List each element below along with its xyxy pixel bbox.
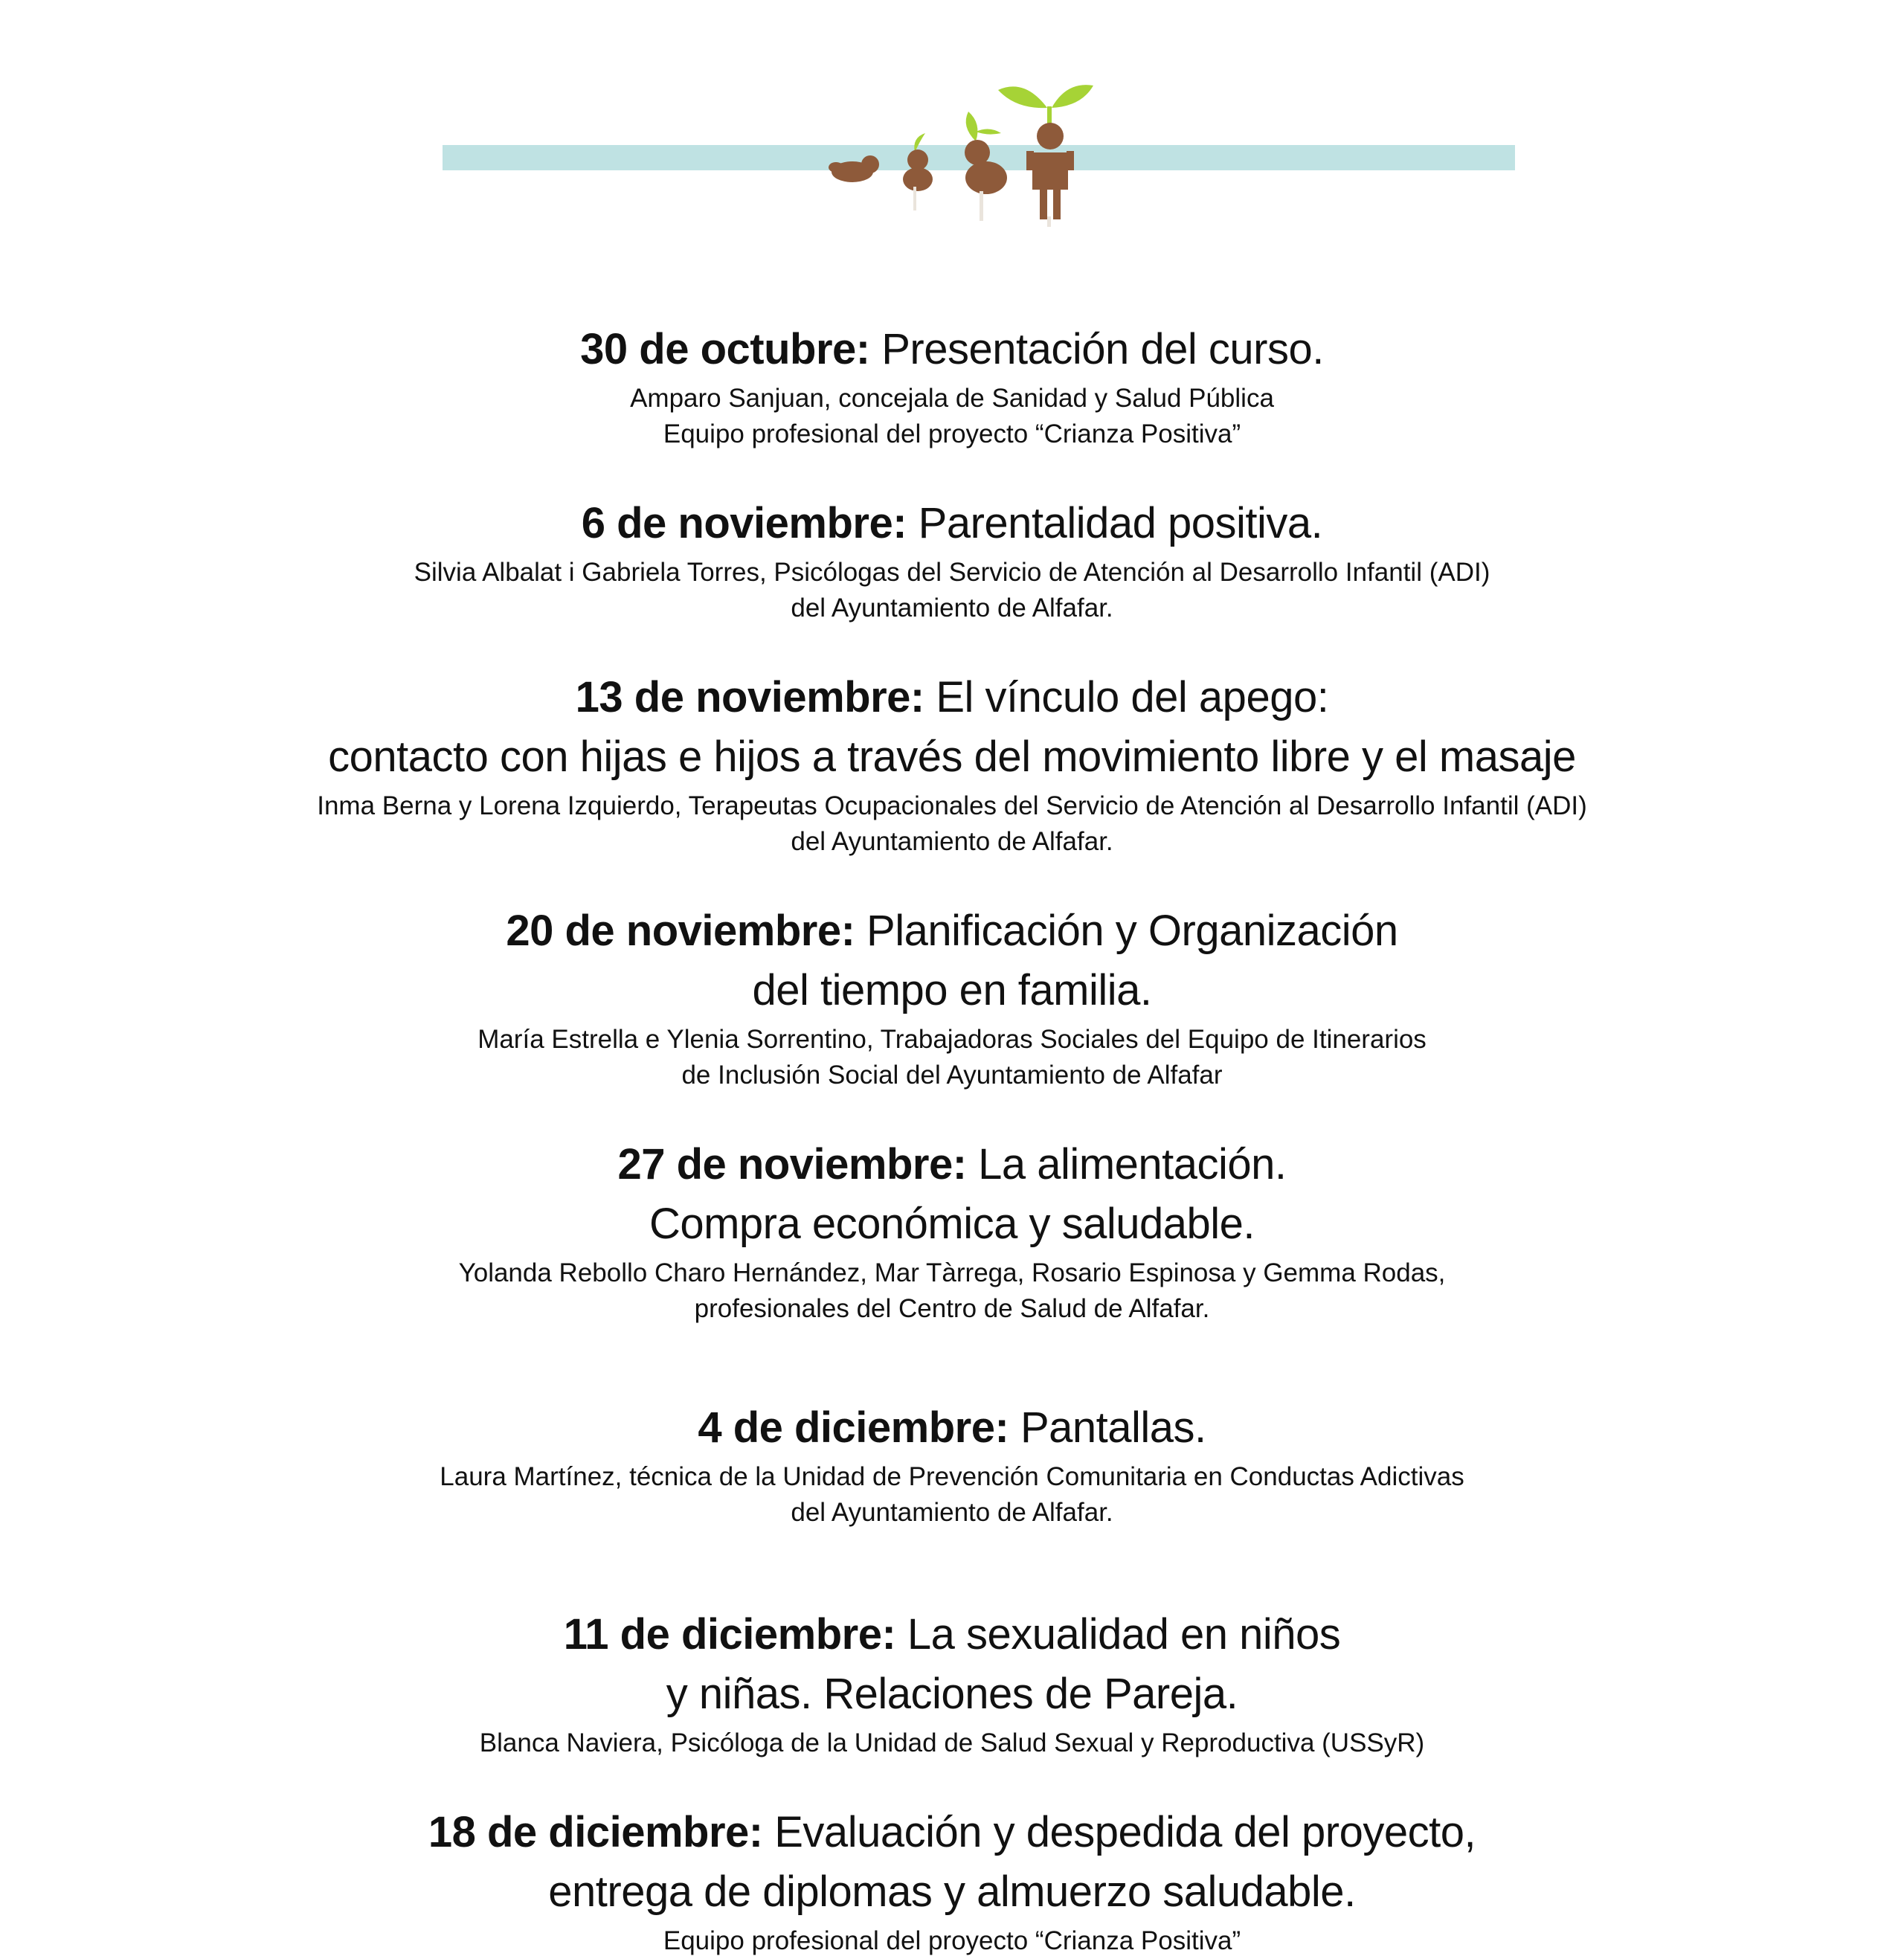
speaker-line: profesionales del Centro de Salud de Alfafar. — [694, 1294, 1210, 1323]
entry-topic-continued: contacto con hijas e hijos a través del movimiento libre y el masaje — [328, 733, 1576, 781]
speaker-line: del Ayuntamiento de Alfafar. — [791, 827, 1113, 856]
speaker-line: Blanca Naviera, Psicóloga de la Unidad de Salud Sexual y Reproductiva (USSyR) — [479, 1728, 1425, 1757]
entry-speakers — [0, 555, 1904, 626]
schedule-entry — [0, 901, 1904, 1093]
entry-title — [0, 668, 1904, 727]
entry-title — [0, 1398, 1904, 1458]
entry-topic: El vínculo del apego: — [936, 673, 1329, 721]
speaker-line: del Ayuntamiento de Alfafar. — [791, 1498, 1113, 1527]
entry-title — [0, 320, 1904, 379]
entry-speakers — [0, 381, 1904, 452]
entry-topic: La alimentación. — [978, 1140, 1287, 1188]
entry-date: 13 de noviembre: — [575, 673, 924, 721]
speaker-line: del Ayuntamiento de Alfafar. — [791, 594, 1113, 623]
entry-title — [0, 1605, 1904, 1664]
entry-topic: Parentalidad positiva. — [918, 499, 1323, 547]
entry-date: 6 de noviembre: — [581, 499, 907, 547]
entry-title — [0, 1135, 1904, 1194]
speaker-line: de Inclusión Social del Ayuntamiento de Alfafar — [681, 1061, 1223, 1090]
schedule-entry — [0, 494, 1904, 626]
entry-title — [0, 901, 1904, 961]
speaker-line: Yolanda Rebollo Charo Hernández, Mar Tàrrega, Rosario Espinosa y Gemma Rodas, — [458, 1258, 1446, 1287]
entry-speakers — [0, 1022, 1904, 1093]
entry-speakers — [0, 788, 1904, 860]
schedule-entry — [0, 320, 1904, 452]
entry-speakers — [0, 1725, 1904, 1761]
entry-date: 4 de diciembre: — [698, 1403, 1009, 1452]
entry-topic-continued: entrega de diplomas y almuerzo saludable. — [548, 1868, 1356, 1916]
entry-speakers — [0, 1923, 1904, 1959]
entry-topic: Evaluación y despedida del proyecto, — [774, 1808, 1476, 1856]
schedule-entry — [0, 1605, 1904, 1761]
entry-topic: La sexualidad en niños — [907, 1610, 1341, 1659]
entry-title — [0, 494, 1904, 553]
entry-topic: Presentación del curso. — [881, 325, 1324, 373]
entry-topic-continued: del tiempo en familia. — [752, 966, 1152, 1014]
speaker-line: Amparo Sanjuan, concejala de Sanidad y Salud Pública — [630, 384, 1274, 413]
entry-topic: Pantallas. — [1020, 1403, 1206, 1452]
speaker-line: Silvia Albalat i Gabriela Torres, Psicólogas del Servicio de Atención al Desarrollo Infantil (ADI) — [414, 558, 1490, 587]
entry-speakers — [0, 1255, 1904, 1327]
entry-date: 27 de noviembre: — [617, 1140, 967, 1188]
speaker-line: Equipo profesional del proyecto “Crianza Positiva” — [663, 1926, 1241, 1955]
entry-topic-continued: Compra económica y saludable. — [649, 1200, 1255, 1248]
entry-date: 20 de noviembre: — [506, 907, 855, 955]
schedule-entry — [0, 1803, 1904, 1959]
entry-date: 30 de octubre: — [580, 325, 870, 373]
schedule-entry — [0, 668, 1904, 860]
schedule-list — [0, 320, 1904, 1959]
entry-topic-continued: y niñas. Relaciones de Pareja. — [666, 1670, 1238, 1718]
entry-speakers — [0, 1459, 1904, 1531]
speaker-line: Inma Berna y Lorena Izquierdo, Terapeutas Ocupacionales del Servicio de Atención al Desarrollo Infantil (ADI) — [317, 791, 1587, 820]
speaker-line: María Estrella e Ylenia Sorrentino, Trabajadoras Sociales del Equipo de Itinerarios — [477, 1025, 1427, 1054]
growing-children-sprouts-icon — [439, 41, 1517, 227]
schedule-entry — [0, 1135, 1904, 1327]
entry-date: 18 de diciembre: — [428, 1808, 763, 1856]
schedule-entry — [0, 1398, 1904, 1531]
speaker-line: Laura Martínez, técnica de la Unidad de Prevención Comunitaria en Conductas Adictivas — [440, 1462, 1464, 1491]
entry-date: 11 de diciembre: — [563, 1610, 896, 1659]
entry-title — [0, 1803, 1904, 1862]
entry-topic: Planificación y Organización — [866, 907, 1398, 955]
speaker-line: Equipo profesional del proyecto “Crianza Positiva” — [663, 419, 1241, 448]
baby-sitting-icon — [903, 133, 933, 210]
